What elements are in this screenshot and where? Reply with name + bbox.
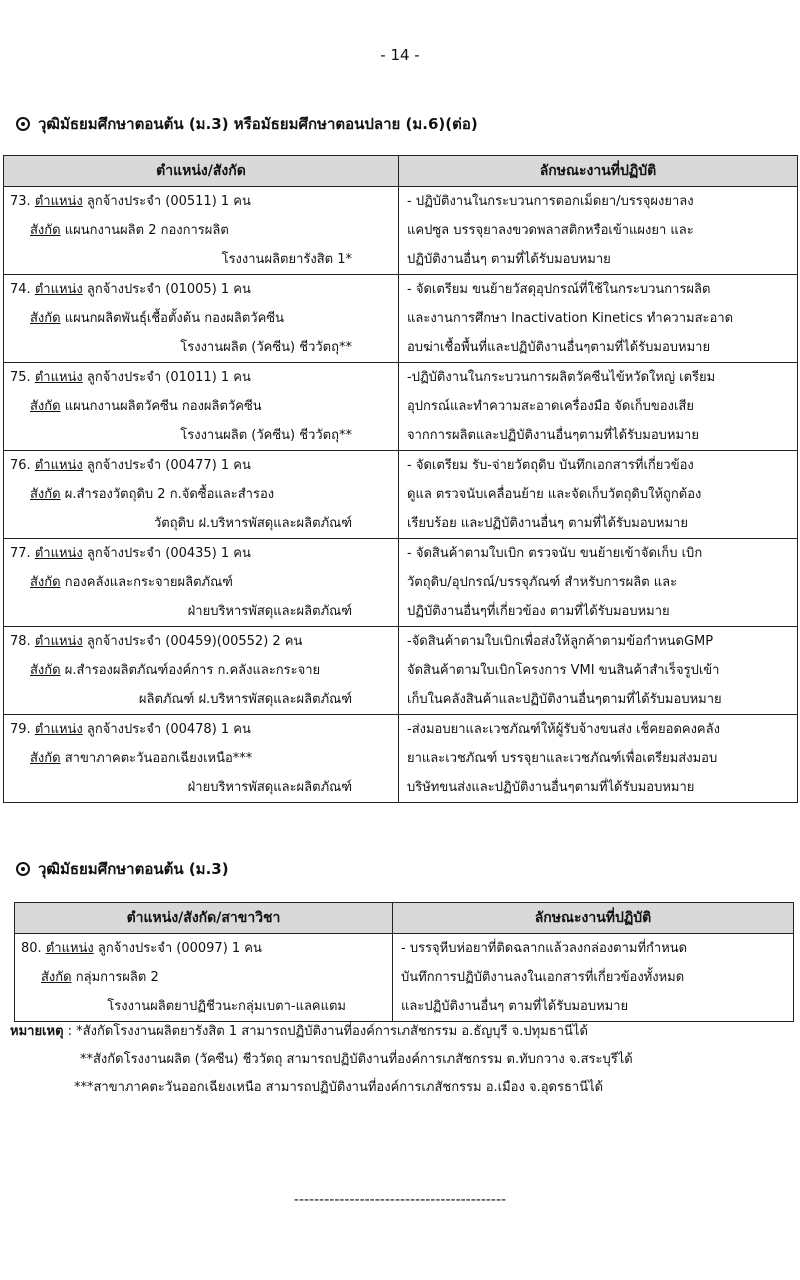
duty-line: เก็บในคลังสินค้าและปฏิบัติงานอื่นๆตามที่ได้รับมอบหมาย [407,692,722,707]
duty-line: ยาและเวชภัณฑ์ บรรจุยาและเวชภัณฑ์เพื่อเตรียมส่งมอบ [407,751,718,766]
position-cell [4,715,399,803]
duty-line: อุปกรณ์และทำความสะอาดเครื่องมือ จัดเก็บของเสีย [407,399,694,414]
duty-cell [399,187,798,275]
unit-text: ผ.สำรองวัตถุดิบ 2 ก.จัดซื้อและสำรอง [64,487,275,502]
row-number: 80. [21,941,42,956]
unit-label: สังกัด [41,970,72,985]
duty-line: บริษัทขนส่งและปฏิบัติงานอื่นๆตามที่ได้รับมอบหมาย [407,780,695,795]
duty-cell [399,451,798,539]
position-label: ตำแหน่ง [34,370,83,385]
duty-cell [399,715,798,803]
position-label: ตำแหน่ง [34,634,83,649]
duty-line: ปฏิบัติงานอื่นๆ ตามที่ได้รับมอบหมาย [407,252,611,267]
position-text: ลูกจ้างประจำ (00511) 1 คน [86,194,251,209]
row-number: 79. [10,722,31,737]
position-text: ลูกจ้างประจำ (01005) 1 คน [86,282,251,297]
page-number: - 14 - [380,46,420,64]
header-position: ตำแหน่ง/สังกัด [4,156,399,187]
unit-text-continued: โรงงานผลิต (วัคซีน) ชีววัตถุ** [180,428,352,443]
unit-text-continued: วัตถุดิบ ฝ.บริหารพัสดุและผลิตภัณฑ์ [154,516,352,531]
position-label: ตำแหน่ง [34,282,83,297]
duty-line: -จัดสินค้าตามใบเบิกเพื่อส่งให้ลูกค้าตามข้อกำหนดGMP [407,634,714,649]
duty-cell [393,934,794,1022]
position-cell [4,627,399,715]
duty-line: - จัดเตรียม ขนย้ายวัสดุอุปกรณ์ที่ใช้ในกระบวนการผลิต [407,282,711,297]
position-label: ตำแหน่ง [34,194,83,209]
unit-text-continued: โรงงานผลิตยาปฏิชีวนะกลุ่มเบตา-แลคแตม [107,999,346,1014]
table-row [4,451,798,539]
radio-bullet-icon [16,862,30,876]
footnote-3: ***สาขาภาคตะวันออกเฉียงเหนือ สามารถปฏิบัติงานที่องค์การเภสัชกรรม อ.เมือง จ.อุดรธานีได้ [74,1080,604,1095]
position-cell [15,934,393,1022]
position-label: ตำแหน่ง [34,722,83,737]
duty-cell [399,539,798,627]
table-row [15,934,794,1022]
duty-cell [399,627,798,715]
unit-text: แผนกผลิตพันธุ์เชื้อตั้งต้น กองผลิตวัคซีน [64,311,285,326]
unit-label: สังกัด [30,487,61,502]
position-text: ลูกจ้างประจำ (00097) 1 คน [97,941,262,956]
end-rule: ------------------------------------------ [293,1192,507,1208]
duty-line: ดูแล ตรวจนับเคลื่อนย้าย และจัดเก็บวัตถุดิบให้ถูกต้อง [407,487,702,502]
section-heading-2 [16,857,229,881]
row-number: 77. [10,546,31,561]
unit-text-continued: ผลิตภัณฑ์ ฝ.บริหารพัสดุและผลิตภัณฑ์ [138,692,352,707]
position-cell [4,187,399,275]
jobs-table-2 [14,902,794,1022]
unit-label: สังกัด [30,223,61,238]
duty-line: -ปฏิบัติงานในกระบวนการผลิตวัคซีนไข้หวัดใหญ่ เตรียม [407,370,716,385]
position-text: ลูกจ้างประจำ (00435) 1 คน [86,546,251,561]
header-position: ตำแหน่ง/สังกัด/สาขาวิชา [15,903,393,934]
position-text: ลูกจ้างประจำ (01011) 1 คน [86,370,251,385]
position-text: ลูกจ้างประจำ (00477) 1 คน [86,458,251,473]
duty-line: วัตถุดิบ/อุปกรณ์/บรรจุภัณฑ์ สำหรับการผลิต และ [407,575,678,590]
unit-text-continued: โรงงานผลิตยารังสิต 1* [221,252,352,267]
header-duty: ลักษณะงานที่ปฏิบัติ [393,903,794,934]
duty-line: - จัดเตรียม รับ-จ่ายวัตถุดิบ บันทึกเอกสารที่เกี่ยวข้อง [407,458,694,473]
position-cell [4,539,399,627]
unit-text: กลุ่มการผลิต 2 [75,970,159,985]
table-row [4,363,798,451]
unit-text-continued: ฝ่ายบริหารพัสดุและผลิตภัณฑ์ [187,604,352,619]
duty-line: ปฏิบัติงานอื่นๆที่เกี่ยวข้อง ตามที่ได้รับมอบหมาย [407,604,670,619]
duty-cell [399,275,798,363]
position-cell [4,451,399,539]
section-heading-1 [16,112,478,136]
unit-label: สังกัด [30,663,61,678]
duty-line: และงานการศึกษา Inactivation Kinetics ทำความสะอาด [407,311,734,326]
unit-text-continued: ฝ่ายบริหารพัสดุและผลิตภัณฑ์ [187,780,352,795]
unit-text: แผนกงานผลิตวัคซีน กองผลิตวัคซีน [64,399,262,414]
footnotes [10,1018,633,1102]
position-text: ลูกจ้างประจำ (00459)(00552) 2 คน [86,634,303,649]
duty-line: - จัดสินค้าตามใบเบิก ตรวจนับ ขนย้ายเข้าจัดเก็บ เบิก [407,546,703,561]
unit-label: สังกัด [30,399,61,414]
unit-label: สังกัด [30,575,61,590]
unit-text: ผ.สำรองผลิตภัณฑ์องค์การ ก.คลังและกระจาย [64,663,321,678]
footnote-1 [10,1018,633,1046]
unit-label: สังกัด [30,751,61,766]
duty-line: บันทึกการปฏิบัติงานลงในเอกสารที่เกี่ยวข้องทั้งหมด [401,970,685,985]
duty-line: จัดสินค้าตามใบเบิกโครงการ VMI ขนสินค้าสำเร็จรูปเข้า [407,663,720,678]
duty-line: -ส่งมอบยาและเวชภัณฑ์ให้ผู้รับจ้างขนส่ง เช็คยอดคงคลัง [407,722,720,737]
duty-cell [399,363,798,451]
table-row [4,715,798,803]
duty-line: - บรรจุหีบห่อยาที่ติดฉลากแล้วลงกล่องตามที่กำหนด [401,941,688,956]
position-label: ตำแหน่ง [34,546,83,561]
position-label: ตำแหน่ง [45,941,94,956]
duty-line: อบฆ่าเชื้อพื้นที่และปฏิบัติงานอื่นๆตามที่ได้รับมอบหมาย [407,340,711,355]
duty-line: เรียบร้อย และปฏิบัติงานอื่นๆ ตามที่ได้รับมอบหมาย [407,516,688,531]
unit-text: สาขาภาคตะวันออกเฉียงเหนือ*** [64,751,253,766]
footnote-text: : *สังกัดโรงงานผลิตยารังสิต 1 สามารถปฏิบัติงานที่องค์การเภสัชกรรม อ.ธัญบุรี จ.ปทุมธานีได้ [63,1024,588,1039]
section-title: วุฒิมัธยมศึกษาตอนต้น (ม.3) หรือมัธยมศึกษาตอนปลาย (ม.6)(ต่อ) [38,115,478,133]
unit-text: กองคลังและกระจายผลิตภัณฑ์ [64,575,233,590]
unit-text-continued: โรงงานผลิต (วัคซีน) ชีววัตถุ** [180,340,352,355]
table-row [4,187,798,275]
duty-line: และปฏิบัติงานอื่นๆ ตามที่ได้รับมอบหมาย [401,999,629,1014]
row-number: 78. [10,634,31,649]
unit-text: แผนกงานผลิต 2 กองการผลิต [64,223,229,238]
radio-bullet-icon [16,117,30,131]
row-number: 73. [10,194,31,209]
position-cell [4,275,399,363]
duty-line: แคปซูล บรรจุยาลงขวดพลาสติกหรือเข้าแผงยา และ [407,223,694,238]
jobs-table-1 [3,155,798,803]
table-row [4,539,798,627]
table-row [4,275,798,363]
row-number: 75. [10,370,31,385]
header-duty: ลักษณะงานที่ปฏิบัติ [399,156,798,187]
row-number: 76. [10,458,31,473]
section-title: วุฒิมัธยมศึกษาตอนต้น (ม.3) [38,860,229,878]
position-label: ตำแหน่ง [34,458,83,473]
position-cell [4,363,399,451]
notes-label: หมายเหตุ [10,1024,64,1039]
duty-line: - ปฏิบัติงานในกระบวนการตอกเม็ดยา/บรรจุผงยาลง [407,194,694,209]
footnote-2: **สังกัดโรงงานผลิต (วัคซีน) ชีววัตถุ สามารถปฏิบัติงานที่องค์การเภสัชกรรม ต.ทับกวาง จ.สระบุรีได้ [80,1052,633,1067]
unit-label: สังกัด [30,311,61,326]
table-row [4,627,798,715]
duty-line: จากการผลิตและปฏิบัติงานอื่นๆตามที่ได้รับมอบหมาย [407,428,699,443]
position-text: ลูกจ้างประจำ (00478) 1 คน [86,722,251,737]
row-number: 74. [10,282,31,297]
